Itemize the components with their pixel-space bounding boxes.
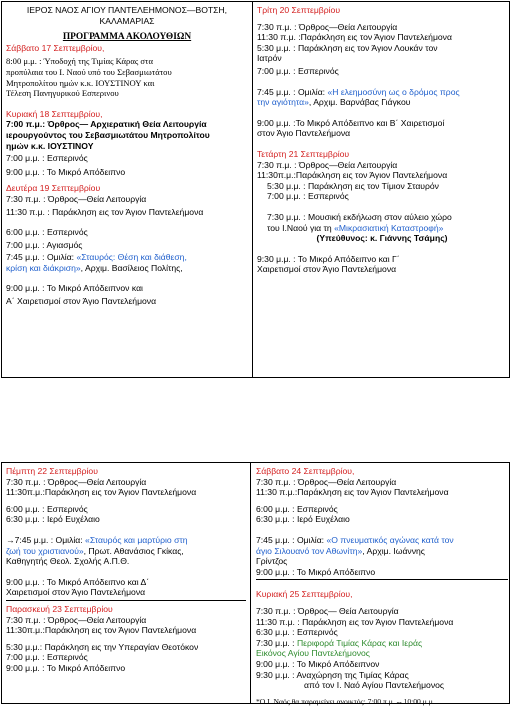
top-right-column <box>257 5 507 275</box>
section-divider <box>6 600 246 601</box>
sun25-line-7: 9:30 μ.μ. : Αναχώρηση της Τιμίας Κάρας <box>256 669 409 680</box>
wed21-line-4: 7:00 μ.μ. : Εσπερινός <box>267 191 349 202</box>
fri23-line-3: 5:30 μ.μ.: Παράκληση εις την Υπεραγίαν Θεοτόκον <box>6 641 199 652</box>
thu22-line-5: →7:45 μ.μ. : Ομιλία: «Σταυρός και μαρτύριο στη <box>6 534 188 545</box>
sat17-line-1: 8:00 μ.μ. : Ύποδοχή της Τιμίας Κάρας στα <box>6 56 153 67</box>
sat24-talk-title: «Ο πνευματικός αγώνας κατά τον <box>326 534 454 545</box>
sun25-line-3: 6:30 μ.μ. : Εσπερινός <box>256 627 338 638</box>
sun25-line-6: 9:00 μ.μ. : Το Μικρό Απόδειπνον <box>256 658 380 669</box>
day-heading-sun25: Κυριακή 25 Σεπτεμβρίου, <box>256 589 353 600</box>
sun25-line-5: Εικόνος Αγίου Παντελεήμονος <box>256 648 370 659</box>
top-column-divider <box>252 1 253 378</box>
program-title: ΠΡΟΓΡΑΜΜΑ ΑΚΟΛΟΥΘΙΩΝ <box>62 32 192 43</box>
tue20-talk-title: «Η ελεημοσύνη ως ο δρόμος προς <box>327 86 460 97</box>
sun18-line-5: 9:00 μ.μ. : Το Μικρό Απόδειπνο <box>6 166 126 177</box>
mon19-line-1: 7:30 π.μ. : Όρθρος—Θεία Λειτουργία <box>6 193 147 204</box>
sun18-line-2: ιερουργούντος του Σεβασμιωτάτου Μητροπολίτου <box>6 129 210 140</box>
thu22-talk-title-cont: ζωή του χριστιανού» <box>6 545 84 556</box>
sat17-line-3: Μητροπολίτου ημών κ.κ. ΙΟΥΣΤΙΝΟΥ και <box>6 77 155 88</box>
sun25-line-1: 7:30 π.μ. : Όρθρος— Θεία Λειτουργία <box>256 605 399 616</box>
sun18-line-1: 7:00 π.μ.: Όρθρος— Αρχιερατική Θεία Λειτουργία <box>6 119 207 130</box>
mon19-line-3: 6:00 μ.μ. : Εσπερινός <box>6 227 88 238</box>
church-name: ΙΕΡΟΣ ΝΑΟΣ ΑΓΙΟΥ ΠΑΝΤΕΛΕΗΜΟΝΟΣ—ΒΟΤΣΗ, <box>26 5 228 15</box>
mon19-line-6: κρίση και διάκριση», Αρχιμ. Βασίλειος Πολίτης, <box>6 262 183 273</box>
sat24-line-1: 7:30 π.μ. : Όρθρος—Θεία Λειτουργία <box>256 476 397 487</box>
wed21-event-title: «Μικρασιατική Καταστροφή» <box>334 222 444 233</box>
tue20-talk-title-cont: την αγιότητα» <box>257 97 309 108</box>
sun25-line-4: 7:30 μ.μ. : Περιφορά Τιμίας Κάρας και Ιεράς <box>256 637 423 648</box>
mon19-line-7: 9:00 μ.μ. : Το Μικρό Απόδειπνον και <box>6 283 143 294</box>
tue20-line-3: 5:30 μ.μ. : Παράκληση εις τον Άγιον Λουκάν τον <box>257 42 438 53</box>
mon19-talk-title-cont: κρίση και διάκριση» <box>6 262 81 273</box>
wed21-line-2: 11:30π.μ.:Παράκληση εις τον Άγιον Παντελεήμονα <box>257 170 448 181</box>
wed21-line-8: 9:30 μ.μ. : Το Μικρό Απόδειπνο και Γ΄ <box>257 253 400 264</box>
thu22-line-7: Καθηγητής Θεολ. Σχολής Α.Π.Θ. <box>6 556 130 567</box>
fri23-line-1: 7:30 π.μ. : Όρθρος—Θεία Λειτουργία <box>6 614 147 625</box>
day-heading-tue20: Τρίτη 20 Σεπτεμβρίου <box>257 5 341 15</box>
tue20-line-6: 7:45 μ.μ. : Ομιλία: «Η ελεημοσύνη ως ο δρόμος προς <box>257 86 460 97</box>
sat24-line-7: Γρίντζος <box>256 556 288 567</box>
sat24-talk-title-cont: άγιο Σιλουανό τον Αθωνίτη» <box>256 545 363 556</box>
thu22-line-3: 6:00 μ.μ. : Εσπερινός <box>6 503 88 514</box>
wed21-line-1: 7:30 π.μ. : Όρθρος—Θεία Λειτουργία <box>257 159 398 170</box>
day-heading-thu22: Πέμπτη 22 Σεπτεμβρίου <box>6 466 98 476</box>
wed21-line-3: 5:30 μ.μ. : Παράκληση εις τον Τίμιον Σταυρόν <box>267 180 439 191</box>
top-left-column <box>6 5 248 307</box>
bottom-right-column <box>256 466 508 707</box>
tue20-line-1: 7:30 π.μ. : Όρθρος—Θεία Λειτουργία <box>257 21 398 32</box>
section-divider-right <box>256 579 508 580</box>
sat17-line-2: προπύλαια του Ι. Ναού υπό του Σεβασμιωτάτου <box>6 66 172 77</box>
wed21-line-6: του Ι.Ναού για τη «Μικρασιατική Καταστροφή» <box>267 222 444 233</box>
thu22-line-4: 6:30 μ.μ. : Ιερό Ευχέλαιο <box>6 514 100 525</box>
opening-hours-note: *Ο Ι. Ναός θα παραμείνει ανοικτός: 7:00 π.μ. -- 10:00 μ.μ. <box>256 696 435 706</box>
fri23-line-4: 7:00 μ.μ. : Εσπερινός <box>6 652 88 663</box>
thu22-line-2: 11:30π.μ.:Παράκληση εις τον Άγιον Παντελεήμονα <box>6 487 197 498</box>
mon19-line-8: Α΄ Χαιρετισμοί στον Άγιο Παντελεήμονα <box>6 296 157 307</box>
day-heading-sat24: Σάββατο 24 Σεπτεμβρίου, <box>256 466 355 476</box>
day-heading-fri23: Παρασκευή 23 Σεπτεμβρίου <box>6 603 113 614</box>
sun18-line-3: ημών κ.κ. ΙΟΥΣΤΙΝΟΥ <box>6 140 94 151</box>
day-heading-mon19: Δευτέρα 19 Σεπτεμβρίου <box>6 183 101 194</box>
tue20-line-7: την αγιότητα», Αρχιμ. Βαρνάβας Γιάγκου <box>257 97 411 108</box>
sat17-line-4: Τέλεση Πανηγυρικού Εσπερινου <box>6 88 119 99</box>
wed21-line-7: (Υπεύθυνος: κ. Γιάννης Τσάμης) <box>316 233 448 244</box>
tue20-line-9: στον Άγιο Παντελεήμονα <box>257 128 351 139</box>
fri23-line-5: 9:00 μ.μ. : Το Μικρό Απόδειπνο <box>6 662 126 673</box>
thu22-line-6: ζωή του χριστιανού», Πρωτ. Αθανάσιος Γκίκας, <box>6 545 184 556</box>
sun18-line-4: 7:00 μ.μ. : Εσπερινός <box>6 153 88 164</box>
sat24-line-2: 11:30 π.μ.:Παράκληση εις τον Άγιον Παντελεήμονα <box>256 487 449 498</box>
day-heading-wed21: Τετάρτη 21 Σεπτεμβρίου <box>257 148 350 159</box>
sun25-line-2: 11:30 π.μ. : Παράκληση εις τον Άγιον Παντελεήμονα <box>256 616 454 627</box>
sat24-line-8: 9:00 μ.μ. : Το Μικρό Απόδειπνο <box>256 566 376 577</box>
thu22-line-9: Χαιρετισμοί στον Άγιο Παντελεήμονα <box>6 587 146 598</box>
day-heading-sat17: Σάββατο 17 Σεπτεμβρίου, <box>6 42 105 53</box>
tue20-line-8: 9:00 μ.μ. :Το Μικρό Απόδειπνο και Β΄ Χαιρετισμοί <box>257 117 445 128</box>
thu22-talk-title: «Σταυρός και μαρτύριο στη <box>85 534 188 545</box>
tue20-line-4: Ιατρόν <box>257 53 282 64</box>
mon19-talk-title: «Σταυρός: Θέση και διάθεση, <box>76 252 187 263</box>
wed21-line-5: 7:30 μ.μ. : Μουσική εκδήλωση στον αύλειο χώρο <box>267 211 452 222</box>
mon19-line-4: 7:00 μ.μ. : Αγιασμός <box>6 239 83 250</box>
church-location: ΚΑΛΑΜΑΡΙΑΣ <box>99 15 155 26</box>
fri23-line-2: 11:30π.μ.:Παράκληση εις τον Άγιον Παντελεήμονα <box>6 625 197 636</box>
wed21-line-9: Χαιρετισμοί στον Άγιο Παντελεήμονα <box>257 264 397 275</box>
sat24-line-5: 7:45 μ.μ. : Ομιλία: «Ο πνευματικός αγώνας κατά τον <box>256 534 454 545</box>
day-heading-sun18: Κυριακή 18 Σεπτεμβρίου, <box>6 108 103 119</box>
mon19-line-2: 11:30 π.μ. : Παράκληση εις τον Άγιον Παντελεήμονα <box>6 206 204 217</box>
bottom-left-column <box>6 466 246 674</box>
sun25-procession-title: Περιφορά Τιμίας Κάρας και Ιεράς <box>296 637 423 648</box>
tue20-line-2: 11:30 π.μ. :Παράκληση εις τον Άγιον Παντελεήμονα <box>257 32 452 43</box>
thu22-line-8: 9:00 μ.μ. : Το Μικρό Απόδειπνο και Δ΄ <box>6 576 150 587</box>
thu22-line-1: 7:30 π.μ. : Όρθρος—Θεία Λειτουργία <box>6 476 147 487</box>
bottom-column-divider <box>250 462 251 704</box>
mon19-line-5: 7:45 μ.μ. : Ομιλία: «Σταυρός: Θέση και διάθεση, <box>6 252 187 263</box>
sat24-line-6: άγιο Σιλουανό τον Αθωνίτη», Αρχιμ. Ιωάννης <box>256 545 425 556</box>
sat24-line-3: 6:00 μ.μ. : Εσπερινός <box>256 503 338 514</box>
sun25-line-8: από τον Ι. Ναό Αγίου Παντελεήμονος <box>304 680 445 691</box>
tue20-line-5: 7:00 μ.μ. : Εσπερινός <box>257 65 339 76</box>
sat24-line-4: 6:30 μ.μ. : Ιερό Ευχέλαιο <box>256 514 350 525</box>
